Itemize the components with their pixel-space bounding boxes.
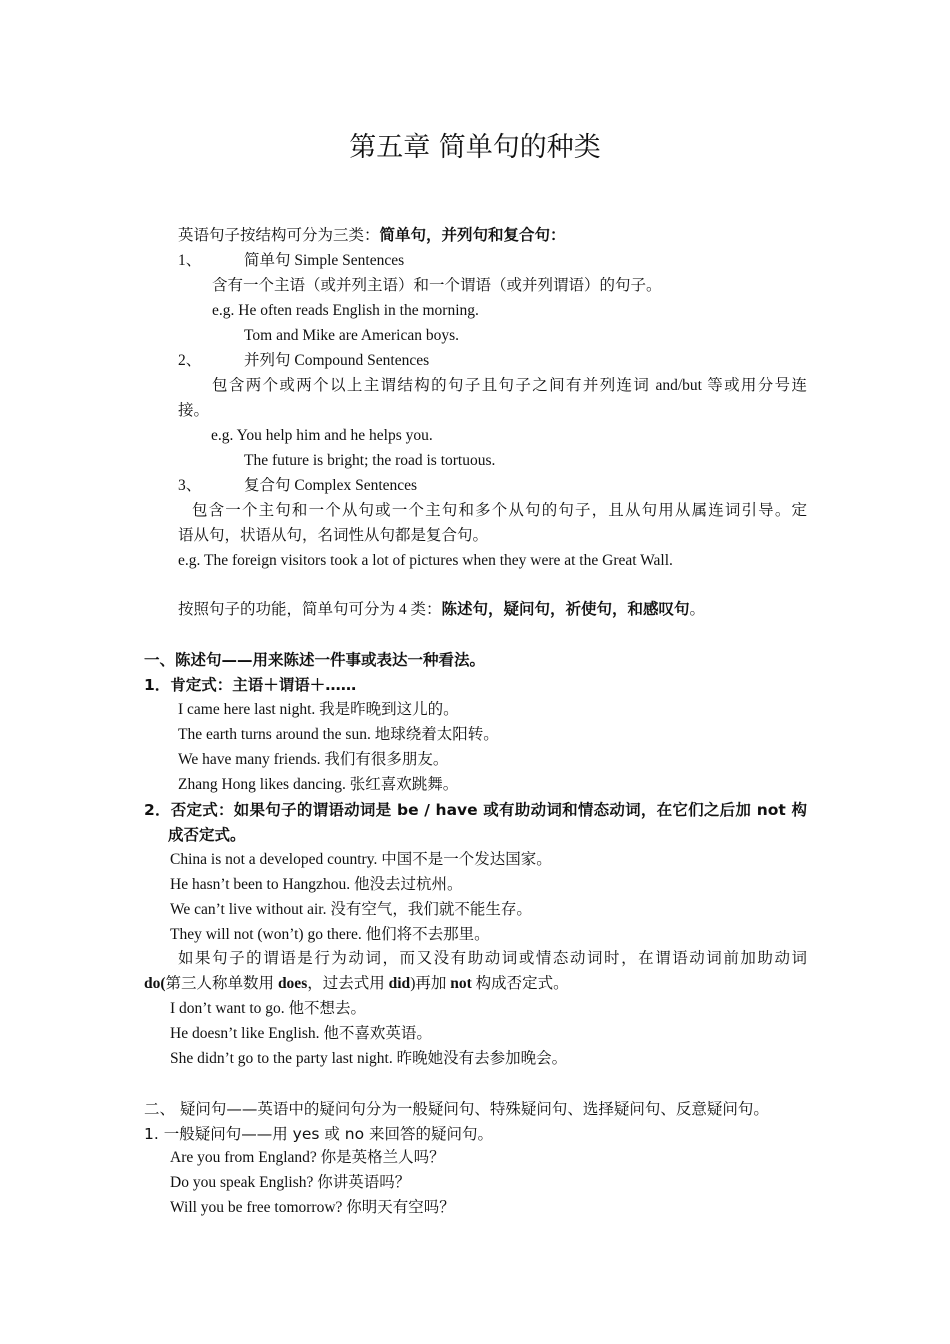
note-example: She didn’t go to the party last night. 昨晚她没有去参加晚会。 <box>170 1050 568 1067</box>
note-example: He doesn’t like English. 他不喜欢英语。 <box>170 1025 432 1042</box>
section-2-example: Are you from England? 你是英格兰人吗？ <box>170 1149 445 1166</box>
function-line <box>178 600 705 620</box>
sub-2-example: China is not a developed country. 中国不是一个发达国家。 <box>170 851 552 868</box>
item-3-num: 3、 <box>178 477 202 494</box>
note-mid-3: )再加 <box>410 975 451 992</box>
function-end: 。 <box>689 601 706 618</box>
intro-line <box>178 226 566 246</box>
item-1-desc: 含有一个主语（或并列主语）和一个谓语（或并列谓语）的句子。 <box>212 277 662 294</box>
sub-2-example: We can’t live without air. 没有空气，我们就不能生存。 <box>170 901 532 918</box>
page-title: 第五章 简单句的种类 <box>349 132 601 163</box>
item-2-desc-1: 包含两个或两个以上主谓结构的句子且句子之间有并列连词 and/but 等或用分号连 <box>212 377 807 394</box>
section-1-sub-2-line-2: 成否定式。 <box>168 826 246 844</box>
function-bold: 陈述句，疑问句，祈使句，和感叹句 <box>441 601 690 618</box>
note-line-1: 如果句子的谓语是行为动词，而又没有助动词或情态动词时，在谓语动词前加助动词 <box>178 950 807 967</box>
section-2-example: Will you be free tomorrow? 你明天有空吗？ <box>170 1199 455 1216</box>
intro-bold: 简单句，并列句和复合句： <box>379 227 566 244</box>
section-2-example: Do you speak English? 你讲英语吗？ <box>170 1174 411 1191</box>
item-2-example-2: The future is bright; the road is tortuous. <box>244 452 496 469</box>
item-1-example-2: Tom and Mike are American boys. <box>244 327 459 344</box>
note-did: did <box>388 975 411 992</box>
note-do: do( <box>144 975 166 992</box>
item-1-example-1: e.g. He often reads English in the morning. <box>212 302 479 319</box>
item-3-example-1: e.g. The foreign visitors took a lot of pictures when they were at the Great Wall. <box>178 552 673 569</box>
section-1-sub-1: 1．肯定式：主语＋谓语＋…… <box>144 676 357 694</box>
note-does: does <box>277 975 308 992</box>
note-example: I don’t want to go. 他不想去。 <box>170 1000 367 1017</box>
item-3-desc-2: 语从句，状语从句，名词性从句都是复合句。 <box>178 527 489 544</box>
item-1-num: 1、 <box>178 252 202 269</box>
item-1-heading: 简单句 Simple Sentences <box>244 252 405 269</box>
section-1-heading: 一、陈述句——用来陈述一件事或表达一种看法。 <box>144 651 486 669</box>
section-2-heading: 二、 疑问句——英语中的疑问句分为一般疑问句、特殊疑问句、选择疑问句、反意疑问句。 <box>144 1100 769 1118</box>
intro-lead: 英语句子按结构可分为三类： <box>178 227 380 244</box>
sub-2-example: He hasn’t been to Hangzhou. 他没去过杭州。 <box>170 876 463 893</box>
function-lead: 按照句子的功能，简单句可分为 4 类： <box>178 601 442 618</box>
section-2-sub-1: 1. 一般疑问句——用 yes 或 no 来回答的疑问句。 <box>144 1125 494 1143</box>
sub-1-example: The earth turns around the sun. 地球绕着太阳转。 <box>178 726 499 743</box>
note-line-2 <box>144 974 569 994</box>
sub-1-example: We have many friends. 我们有很多朋友。 <box>178 751 449 768</box>
sub-1-example: Zhang Hong likes dancing. 张红喜欢跳舞。 <box>178 776 459 793</box>
item-2-example-1: e.g. You help him and he helps you. <box>211 427 433 444</box>
item-2-desc-2: 接。 <box>178 402 210 419</box>
section-1-sub-2-line-1: 2．否定式：如果句子的谓语动词是 be / have 或有助动词和情态动词，在它们之后加 not 构 <box>144 801 807 819</box>
note-not: not <box>450 975 472 992</box>
item-3-desc-1: 包含一个主句和一个从句或一个主句和多个从句的句子，且从句用从属连词引导。定 <box>192 502 807 519</box>
sub-2-example: They will not (won’t) go there. 他们将不去那里。 <box>170 926 490 943</box>
sub-1-example: I came here last night. 我是昨晚到这儿的。 <box>178 701 459 718</box>
note-mid-2: ，过去式用 <box>307 975 389 992</box>
item-2-heading: 并列句 Compound Sentences <box>244 352 430 369</box>
note-end: 构成否定式。 <box>471 975 569 992</box>
item-3-heading: 复合句 Complex Sentences <box>244 477 418 494</box>
item-2-num: 2、 <box>178 352 202 369</box>
note-mid-1: 第三人称单数用 <box>165 975 278 992</box>
